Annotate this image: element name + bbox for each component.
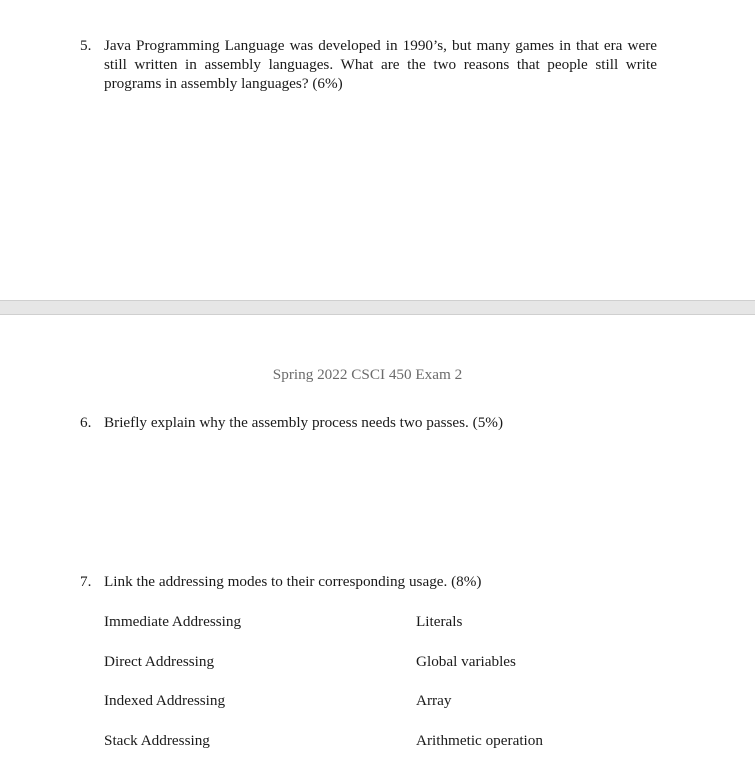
question-7	[80, 572, 657, 591]
addressing-mode-direct: Direct Addressing	[104, 653, 215, 670]
usage-array: Array	[416, 692, 452, 709]
question-6-text: Briefly explain why the assembly process needs two passes. (5%)	[104, 414, 503, 431]
usage-literals: Literals	[416, 613, 463, 630]
question-5	[80, 36, 657, 93]
addressing-mode-stack: Stack Addressing	[104, 732, 210, 749]
page-header: Spring 2022 CSCI 450 Exam 2	[272, 366, 463, 383]
page-bottom	[0, 316, 755, 783]
question-6	[80, 413, 657, 432]
addressing-mode-immediate: Immediate Addressing	[104, 613, 242, 630]
page-break	[0, 300, 755, 315]
question-7-text: Link the addressing modes to their corresponding usage. (8%)	[104, 573, 482, 590]
question-6-number: 6.	[80, 414, 92, 431]
usage-global-variables: Global variables	[416, 653, 516, 670]
usage-arithmetic-operation: Arithmetic operation	[416, 732, 543, 749]
addressing-mode-indexed: Indexed Addressing	[104, 692, 226, 709]
question-5-number: 5.	[80, 37, 92, 54]
question-7-number: 7.	[80, 573, 92, 590]
question-5-text: Java Programming Language was developed in 1990’s, but many games in that era were still written in assembly languages. What are the two reasons that people still write programs in assembly languages? (6%)	[104, 37, 657, 92]
page-top	[0, 0, 755, 300]
